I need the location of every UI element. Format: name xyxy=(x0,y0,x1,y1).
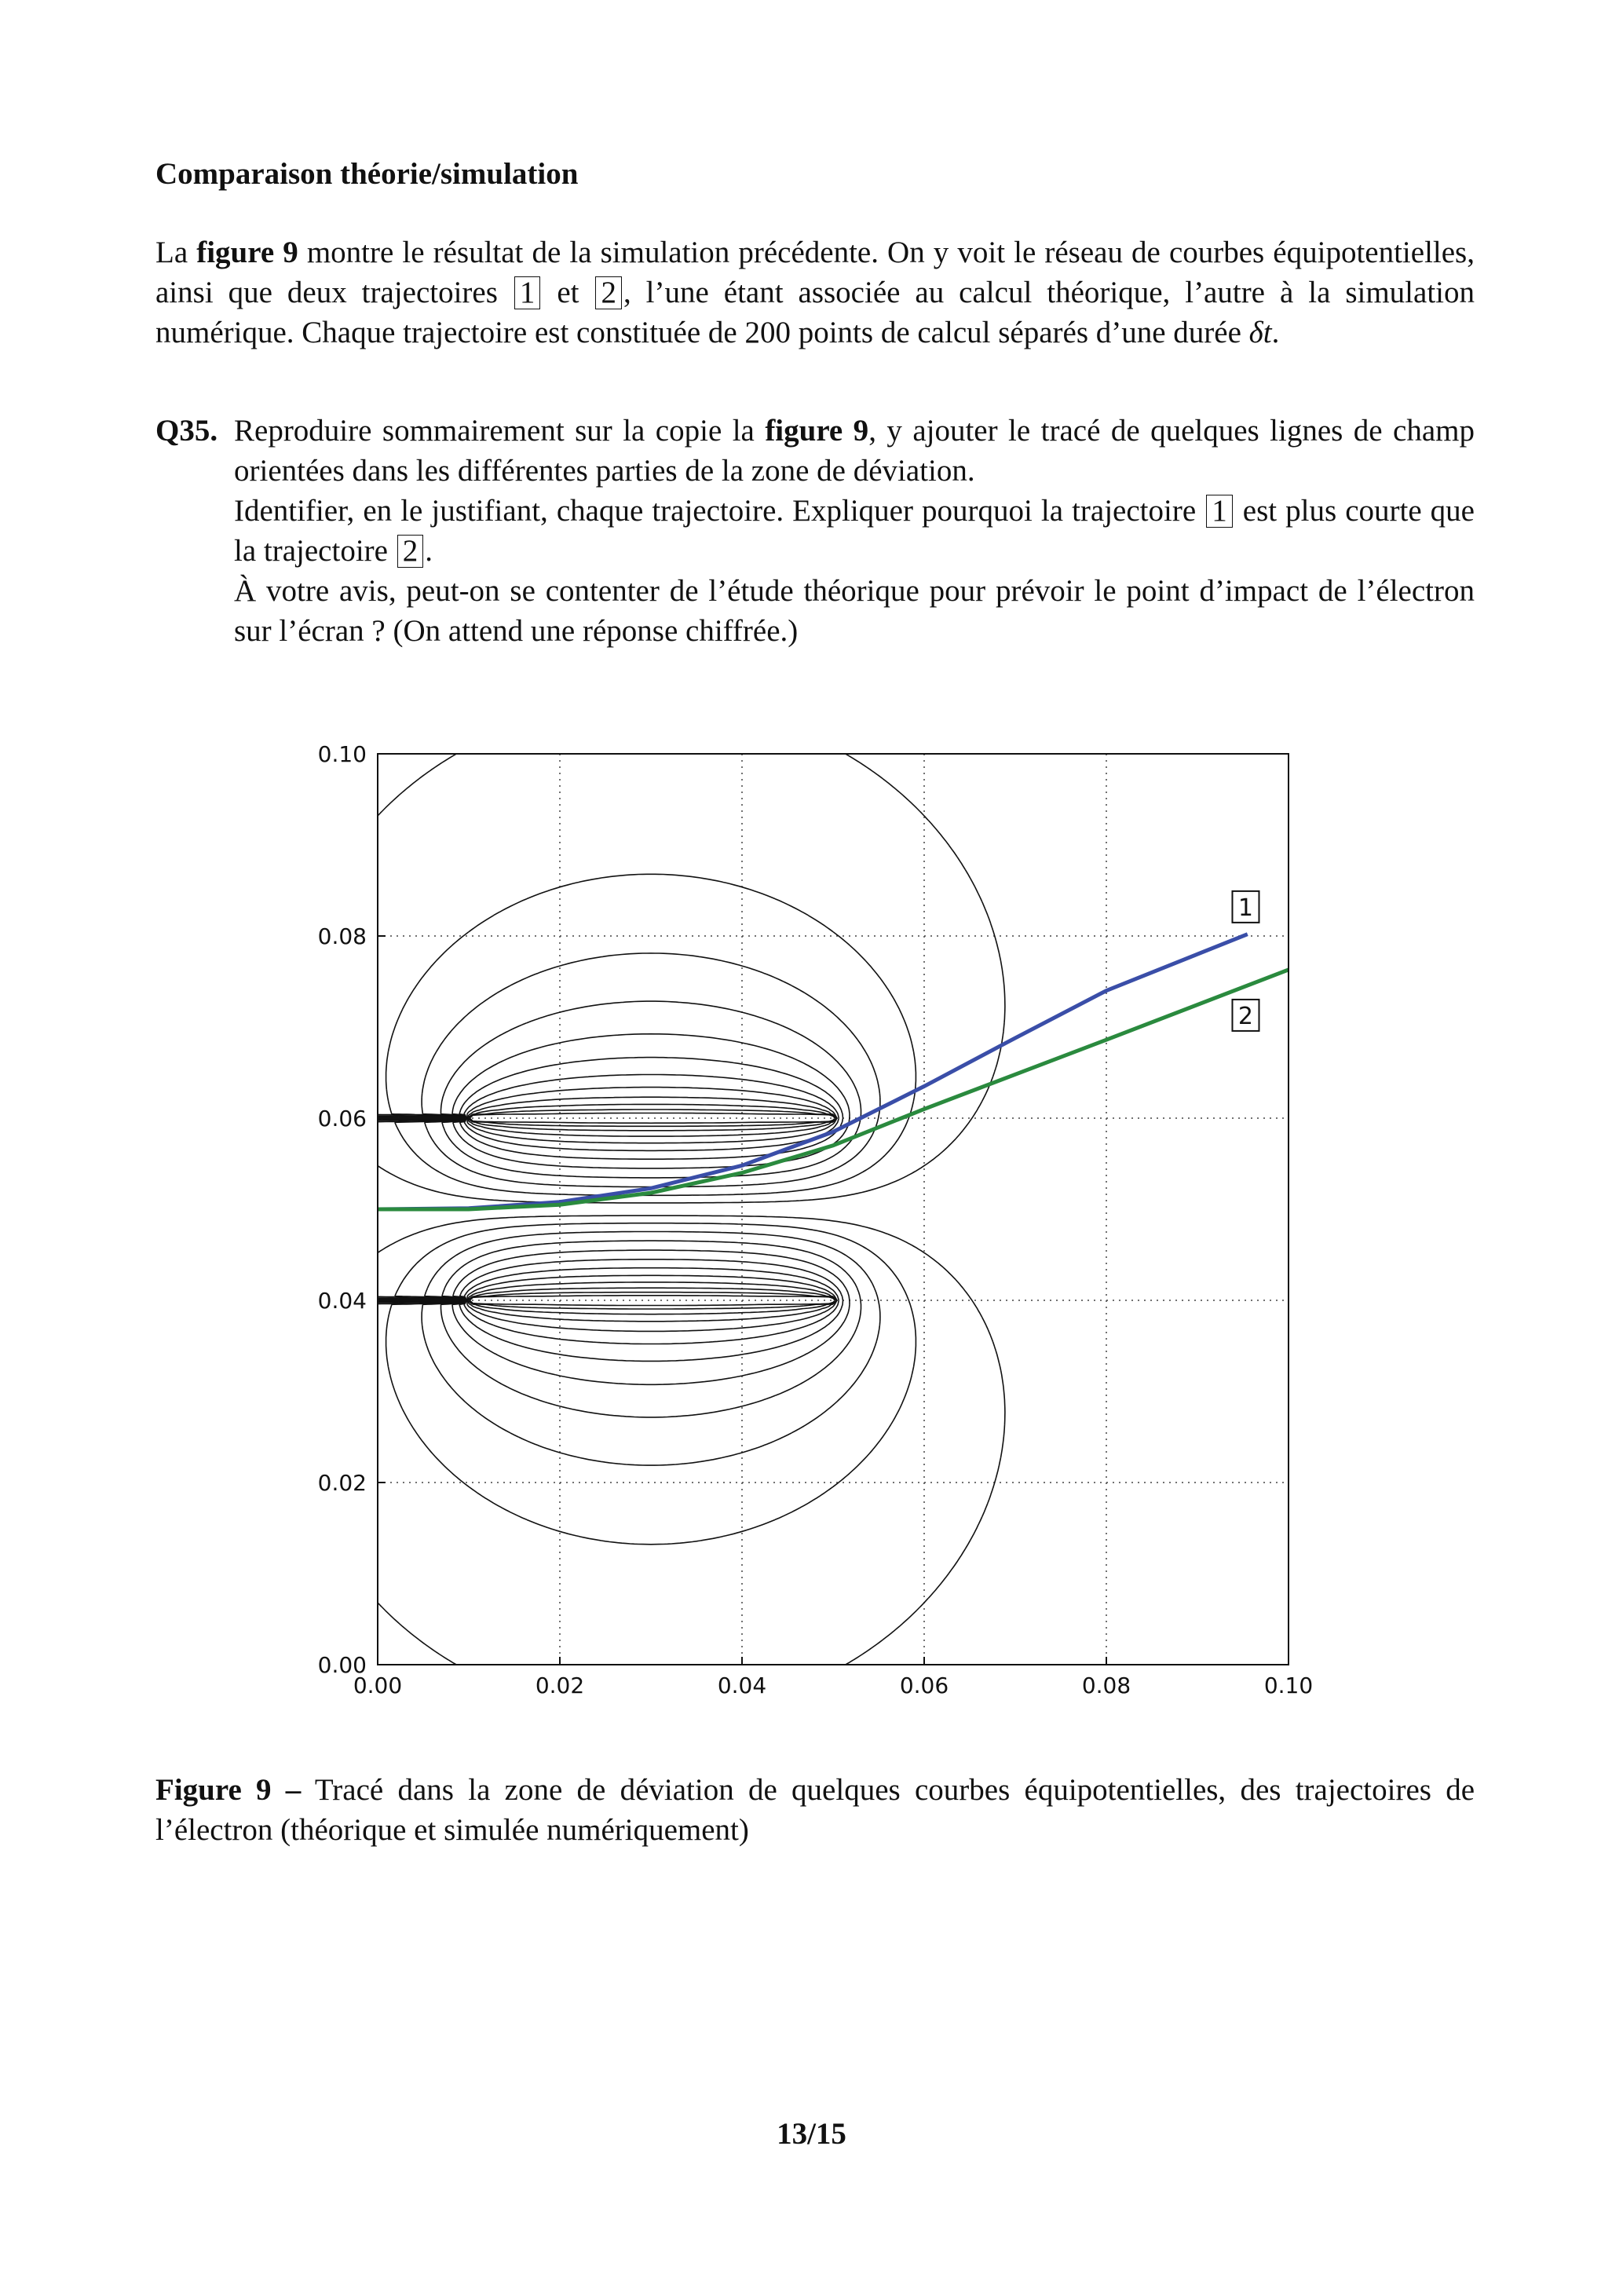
equipotential-curve xyxy=(378,953,880,1301)
y-tick-label: 0.08 xyxy=(317,923,367,949)
question-line-1 xyxy=(234,411,1475,491)
plot-frame xyxy=(378,754,1289,1665)
intro-text: , l’une étant associée au calcul théorique, l’autre à la simulation numérique. Chaque trajectoire est constituée de 200 points de calcul séparés d’une durée xyxy=(155,276,1475,349)
intro-text: montre le résultat de la simulation précédente. On y voit le réseau de courbes équipotentielles, ainsi que deux trajectoires xyxy=(155,236,1475,309)
y-tick-label: 0.02 xyxy=(317,1470,367,1496)
question-label: Q35. xyxy=(155,414,218,448)
trajectory-label-2: 2 xyxy=(1237,1002,1254,1030)
figure-reference: figure 9 xyxy=(196,236,298,269)
question-line-2 xyxy=(234,491,1475,571)
trajectory-box-1: 1 xyxy=(1206,495,1233,528)
question-text: , y ajouter le tracé de quelques lignes de champ orientées dans les différentes parties de la zone de déviation. xyxy=(234,414,1475,488)
trajectory-label-1: 1 xyxy=(1237,894,1254,922)
trajectory-1 xyxy=(378,934,1248,1209)
page-number: 13/15 xyxy=(777,2117,846,2151)
question-body xyxy=(234,411,1475,651)
caption-text: Tracé dans la zone de déviation de quelques courbes équipotentielles, des trajectoires de l’électron (théorique et simulée numériquement) xyxy=(155,1773,1475,1847)
intro-text: . xyxy=(1271,316,1280,349)
trajectory-2 xyxy=(378,970,1289,1209)
x-tick-label: 0.10 xyxy=(1263,1673,1314,1698)
x-tick-label: 0.04 xyxy=(717,1673,767,1698)
trajectory-box-2: 2 xyxy=(397,535,424,568)
trajectory-box-2: 2 xyxy=(595,276,622,309)
caption-label: Figure 9 – xyxy=(155,1773,302,1807)
y-tick-label: 0.04 xyxy=(317,1288,367,1314)
equipotential-curve xyxy=(378,1117,880,1465)
intro-text: La xyxy=(155,236,197,269)
figure-9-chart xyxy=(291,722,1335,1712)
y-tick-label: 0.10 xyxy=(317,741,367,767)
x-tick-label: 0.00 xyxy=(353,1673,403,1698)
figure-reference: figure 9 xyxy=(765,414,869,448)
intro-paragraph xyxy=(155,232,1475,353)
figure-caption xyxy=(155,1770,1475,1850)
question-text: Identifier, en le justifiant, chaque trajectoire. Expliquer pourquoi la trajectoire xyxy=(234,494,1205,528)
trajectory-box-1: 1 xyxy=(514,276,541,309)
equipotential-curve xyxy=(452,1250,850,1384)
equipotential-curve xyxy=(467,1275,837,1331)
question-text: Reproduire sommairement sur la copie la xyxy=(234,414,766,448)
delta-t-symbol: δt xyxy=(1248,316,1272,349)
y-tick-label: 0.06 xyxy=(317,1106,367,1132)
x-tick-label: 0.08 xyxy=(1081,1673,1131,1698)
equipotential-curve xyxy=(467,1088,837,1143)
y-tick-label: 0.00 xyxy=(317,1652,367,1678)
question-text: . xyxy=(425,534,433,568)
question-text: est plus courte que la trajectoire xyxy=(234,494,1475,568)
x-tick-label: 0.02 xyxy=(535,1673,585,1698)
x-tick-label: 0.06 xyxy=(899,1673,949,1698)
question-line-3: À votre avis, peut-on se contenter de l’étude théorique pour prévoir le point d’impact de l’électron sur l’écran ? (On attend une réponse chiffrée.) xyxy=(234,574,1475,648)
intro-text: et xyxy=(542,276,594,309)
section-title: Comparaison théorie/simulation xyxy=(155,157,579,191)
